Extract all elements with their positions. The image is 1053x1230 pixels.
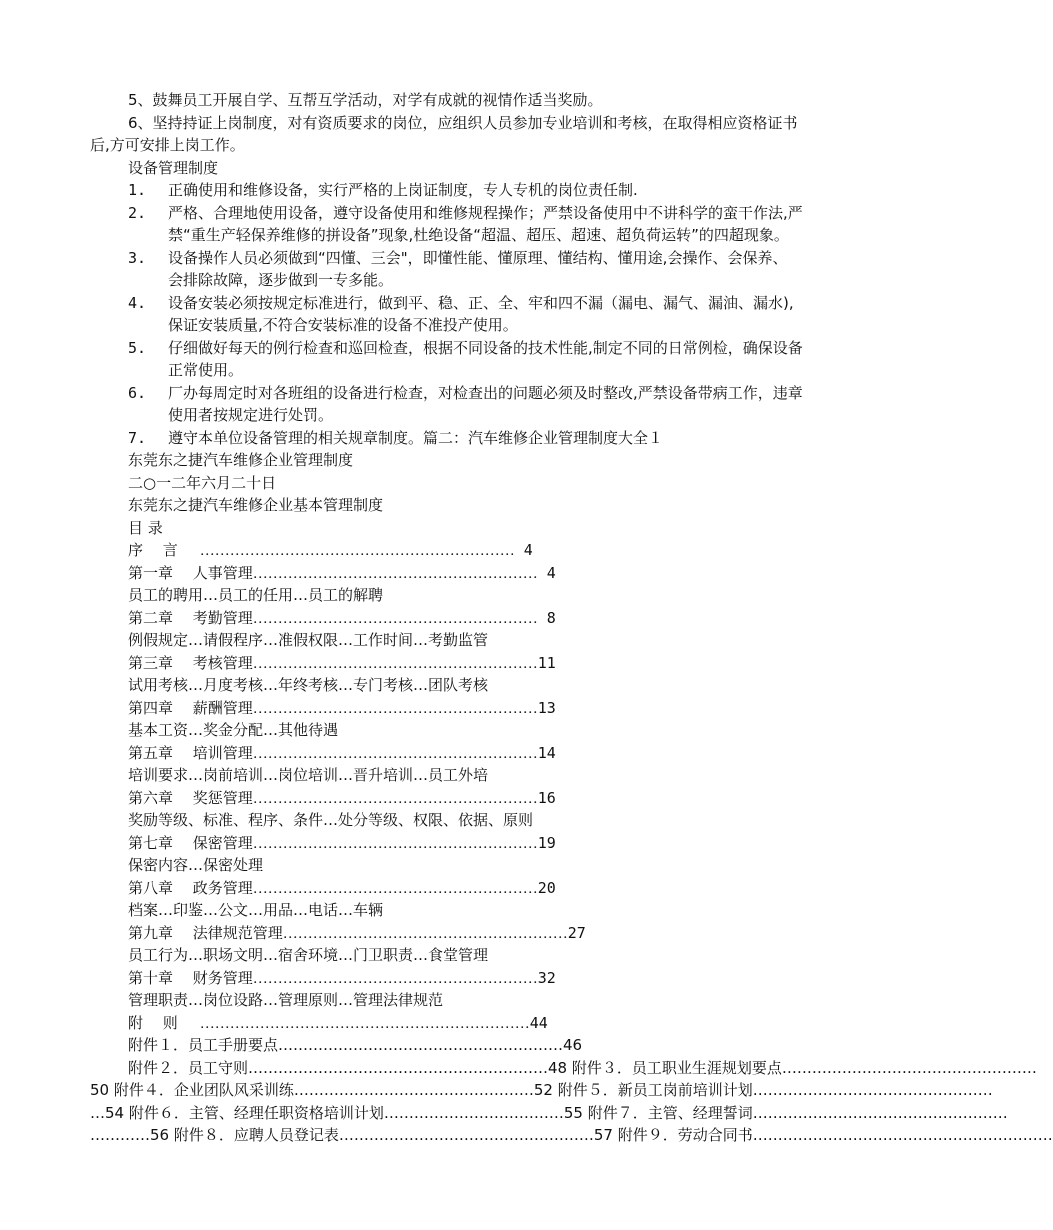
toc-leader-dots: ………………………………………………… (252, 881, 538, 897)
toc-title: 第七章 保密管理 (128, 834, 253, 852)
toc-leader-dots: ………………………………………………… (252, 701, 538, 717)
toc-leader-dots: ……………………………………………………… (199, 543, 515, 559)
toc-leader-dots: ………………………………………………… (252, 971, 538, 987)
toc-title: 第三章 考核管理 (128, 654, 253, 672)
toc-subtopics: 员工行为…职场文明…宿舍环境…门卫职责…食堂管理 (128, 946, 489, 964)
toc-title: 第一章 人事管理 (128, 564, 253, 582)
rule-text: 设备安装必须按规定标准进行，做到平、稳、正、全、牢和四不漏（漏电、漏气、漏油、漏水), (168, 294, 794, 312)
toc-leader-dots: ………………………………………………………… (199, 1016, 530, 1032)
rule-text: 禁“重生产轻保养维修的拼设备”现象,杜绝设备“超温、超压、超速、超负荷运转”的四超现象。 (168, 226, 789, 244)
toc-title: 第八章 政务管理 (128, 879, 253, 897)
toc-page: 20 (537, 879, 556, 897)
toc-subtopics: 试用考核…月度考核…年终考核…专门考核…团队考核 (128, 676, 489, 694)
attachment-line: …54 附件６．主管、经理任职资格培训计划………………………………55 附件７．主管、经理誓词…………………………………………… (90, 1104, 1008, 1122)
toc-leader-dots: ………………………………………………… (252, 836, 538, 852)
rule-number: 1. (128, 181, 147, 199)
toc-page: 27 (567, 924, 586, 942)
toc-subtopics: 档案…印鉴…公文…用品…电话…车辆 (128, 901, 384, 919)
toc-leader-dots: ………………………………………………… (252, 566, 538, 582)
toc-leader-dots: ………………………………………………… (252, 746, 538, 762)
rule-text: 保证安装质量,不符合安装标准的设备不准投产使用。 (168, 316, 518, 334)
rule-number: 5. (128, 339, 147, 357)
rule-text: 正常使用。 (168, 361, 244, 379)
toc-page: 16 (537, 789, 556, 807)
toc-subtopics: 保密内容…保密处理 (128, 856, 264, 874)
toc-entry (128, 788, 556, 809)
toc-title: 第十章 财务管理 (128, 969, 253, 987)
rule-number: 6. (128, 384, 147, 402)
toc-page: 8 (537, 609, 556, 627)
rule-number: 3. (128, 249, 147, 267)
rule-text: 严格、合理地使用设备，遵守设备使用和维修规程操作；严禁设备使用中不讲科学的蛮干作法,严 (168, 204, 803, 222)
rule-number: 2. (128, 204, 147, 222)
intro-line-3: 后,方可安排上岗工作。 (90, 136, 245, 154)
intro-line-2: 6、坚持持证上岗制度，对有资质要求的岗位，应组织人员参加专业培训和考核，在取得相应资格证书 (128, 114, 798, 132)
toc-subtopics: 基本工资…奖金分配…其他待遇 (128, 721, 339, 739)
toc-entry (128, 608, 556, 629)
intro-line-1: 5、鼓舞员工开展自学、互帮互学活动，对学有成就的视情作适当奖励。 (128, 91, 603, 109)
document-subtitle: 东莞东之捷汽车维修企业基本管理制度 (128, 496, 384, 514)
toc-leader-dots: ………………………………………………… (252, 656, 538, 672)
toc-page: 13 (537, 699, 556, 717)
rule-text: 厂办每周定时对各班组的设备进行检查，对检查出的问题必须及时整改,严禁设备带病工作，违章 (168, 384, 803, 402)
toc-page: 11 (537, 654, 556, 672)
toc-subtopics: 例假规定…请假程序…准假权限…工作时间…考勤监管 (128, 631, 489, 649)
attachment-line: 附件２．员工守则……………………………………………………48 附件３．员工职业生涯规划要点…………………………………………… (128, 1059, 1037, 1077)
toc-title: 第二章 考勤管理 (128, 609, 253, 627)
toc-title: 第四章 薪酬管理 (128, 699, 253, 717)
attachment-line: 附件１．员工手册要点…………………………………………………46 (128, 1036, 583, 1054)
toc-page: 14 (537, 744, 556, 762)
rule-text: 设备操作人员必须做到“四懂、三会"，即懂性能、懂原理、懂结构、懂用途,会操作、会保养、 (168, 249, 788, 267)
toc-subtopics: 培训要求…岗前培训…岗位培训…晋升培训…员工外培 (128, 766, 489, 784)
toc-title: 第五章 培训管理 (128, 744, 253, 762)
toc-title: 附 则 (128, 1014, 178, 1032)
company-title: 东莞东之捷汽车维修企业管理制度 (128, 451, 354, 469)
toc-entry (128, 968, 556, 989)
rule-text: 会排除故障，逐步做到一专多能。 (168, 271, 394, 289)
toc-title: 第九章 法律规范管理 (128, 924, 283, 942)
toc-page: 32 (537, 969, 556, 987)
document-date: 二○一二年六月二十日 (128, 474, 277, 492)
toc-subtopics: 员工的聘用…员工的任用…员工的解聘 (128, 586, 384, 604)
toc-page: 4 (514, 541, 533, 559)
toc-entry (128, 563, 556, 584)
toc-entry (128, 833, 556, 854)
toc-entry (128, 743, 556, 764)
toc-subtopics: 奖励等级、标准、程序、条件…处分等级、权限、依据、原则 (128, 811, 534, 829)
toc-leader-dots: ………………………………………………… (252, 791, 538, 807)
toc-entry (128, 653, 556, 674)
toc-title: 第六章 奖惩管理 (128, 789, 253, 807)
rule-text: 正确使用和维修设备，实行严格的上岗证制度，专人专机的岗位责任制. (168, 181, 638, 199)
rule-number: 4. (128, 294, 147, 312)
toc-entry (128, 1013, 548, 1034)
toc-leader-dots: ………………………………………………… (252, 611, 538, 627)
toc-entry (128, 923, 586, 944)
toc-page: 19 (537, 834, 556, 852)
toc-page: 4 (537, 564, 556, 582)
toc-entry (128, 698, 556, 719)
toc-leader-dots: ………………………………………………… (282, 926, 568, 942)
rule-text: 仔细做好每天的例行检查和巡回检查，根据不同设备的技术性能,制定不同的日常例检，确保设备 (168, 339, 803, 357)
attachment-line: 50 附件４．企业团队风采训练…………………………………………52 附件５．新员工岗前培训计划………………………………………… (90, 1081, 993, 1099)
rule-number: 7. (128, 429, 147, 447)
toc-entry (128, 540, 533, 561)
toc-title: 序 言 (128, 541, 178, 559)
toc-page: 44 (529, 1014, 548, 1032)
toc-entry (128, 878, 556, 899)
section-title: 设备管理制度 (128, 159, 219, 177)
rule-text: 遵守本单位设备管理的相关规章制度。篇二：汽车维修企业管理制度大全１ (168, 429, 664, 447)
rule-text: 使用者按规定进行处罚。 (168, 406, 334, 424)
attachment-line: …………56 附件８．应聘人员登记表……………………………………………57 附件９．劳动合同书…………………………………………………… (90, 1126, 1053, 1144)
toc-subtopics: 管理职责…岗位设路…管理原则…管理法律规范 (128, 991, 444, 1009)
toc-heading: 目 录 (128, 519, 163, 537)
